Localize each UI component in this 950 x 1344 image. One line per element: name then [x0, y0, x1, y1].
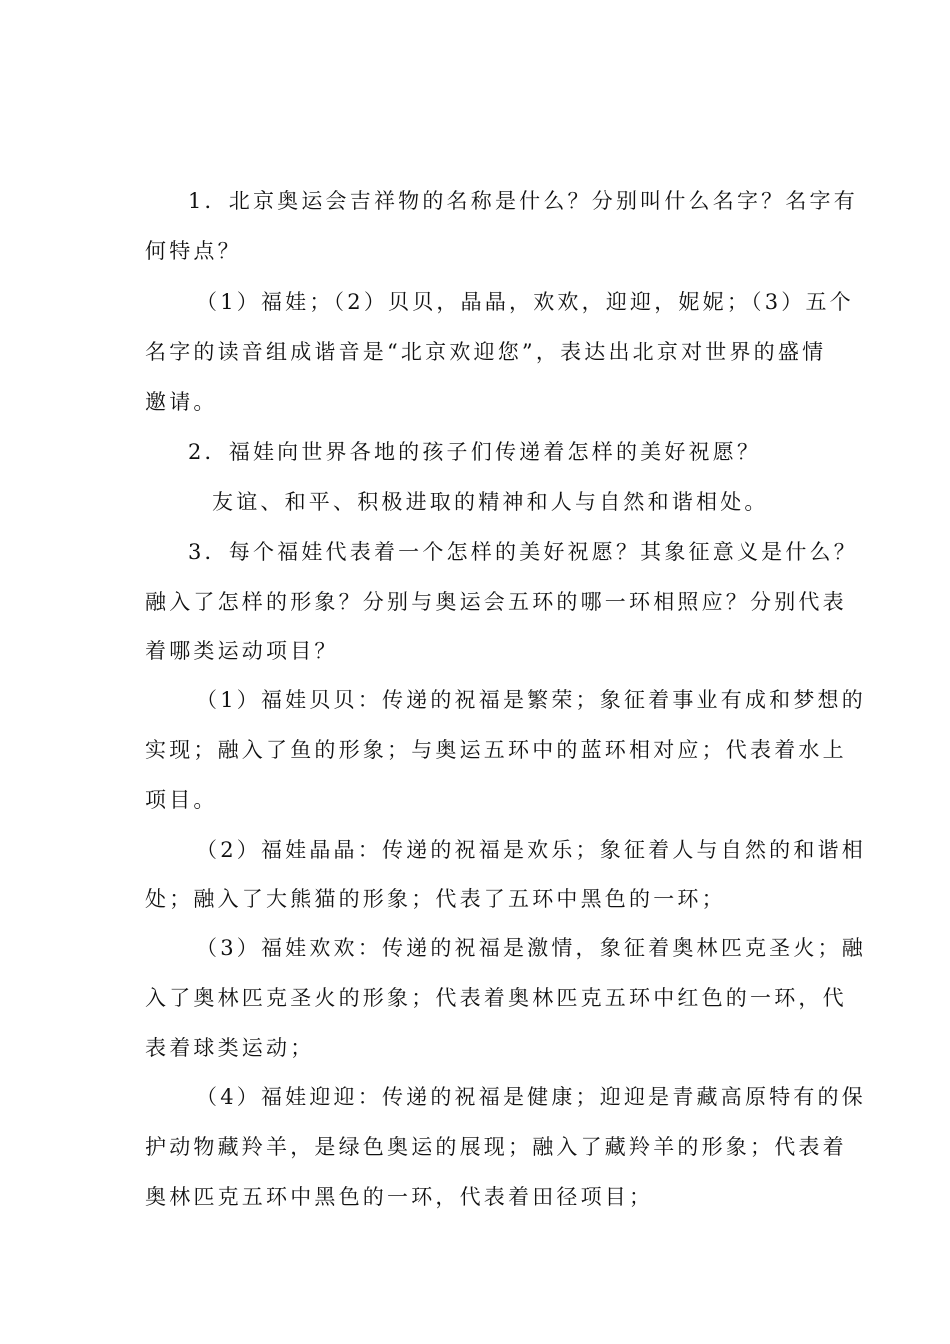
q3-item-3-line-1: （3）福娃欢欢：传递的祝福是激情，象征着奥林匹克圣火；融	[196, 936, 866, 960]
q1-answer-line-2: 名字的读音组成谐音是“北京欢迎您”，表达出北京对世界的盛情	[145, 340, 827, 364]
q3-item-2-line-1: （2）福娃晶晶：传递的祝福是欢乐；象征着人与自然的和谐相	[196, 838, 866, 862]
q3-item-3-line-3: 表着球类运动；	[145, 1036, 315, 1060]
q1-answer-line-1: （1）福娃；（2）贝贝，晶晶，欢欢，迎迎，妮妮；（3）五个	[196, 290, 854, 314]
q3-question-line-1: 3．每个福娃代表着一个怎样的美好祝愿？其象征意义是什么？	[188, 540, 858, 564]
q3-item-1-line-2: 实现；融入了鱼的形象；与奥运五环中的蓝环相对应；代表着水上	[145, 738, 847, 762]
q3-item-2-line-2: 处；融入了大熊猫的形象；代表了五环中黑色的一环；	[145, 887, 726, 911]
q3-item-4-line-1: （4）福娃迎迎：传递的祝福是健康；迎迎是青藏高原特有的保	[196, 1085, 866, 1109]
q2-answer-line-1: 友谊、和平、积极进取的精神和人与自然和谐相处。	[212, 490, 769, 514]
q1-question-line-2: 何特点？	[145, 239, 242, 263]
q1-question-line-1: 1．北京奥运会吉祥物的名称是什么？分别叫什么名字？名字有	[188, 189, 858, 213]
q1-answer-line-3: 邀请。	[145, 390, 218, 414]
q3-question-line-2: 融入了怎样的形象？分别与奥运会五环的哪一环相照应？分别代表	[145, 590, 847, 614]
q3-item-3-line-2: 入了奥林匹克圣火的形象；代表着奥林匹克五环中红色的一环，代	[145, 986, 847, 1010]
q2-question-line-1: 2．福娃向世界各地的孩子们传递着怎样的美好祝愿？	[188, 440, 762, 464]
q3-question-line-3: 着哪类运动项目？	[145, 639, 339, 663]
q3-item-1-line-3: 项目。	[145, 788, 218, 812]
q3-item-4-line-2: 护动物藏羚羊，是绿色奥运的展现；融入了藏羚羊的形象；代表着	[145, 1135, 847, 1159]
q3-item-4-line-3: 奥林匹克五环中黑色的一环，代表着田径项目；	[145, 1185, 654, 1209]
q3-item-1-line-1: （1）福娃贝贝：传递的祝福是繁荣；象征着事业有成和梦想的	[196, 688, 866, 712]
